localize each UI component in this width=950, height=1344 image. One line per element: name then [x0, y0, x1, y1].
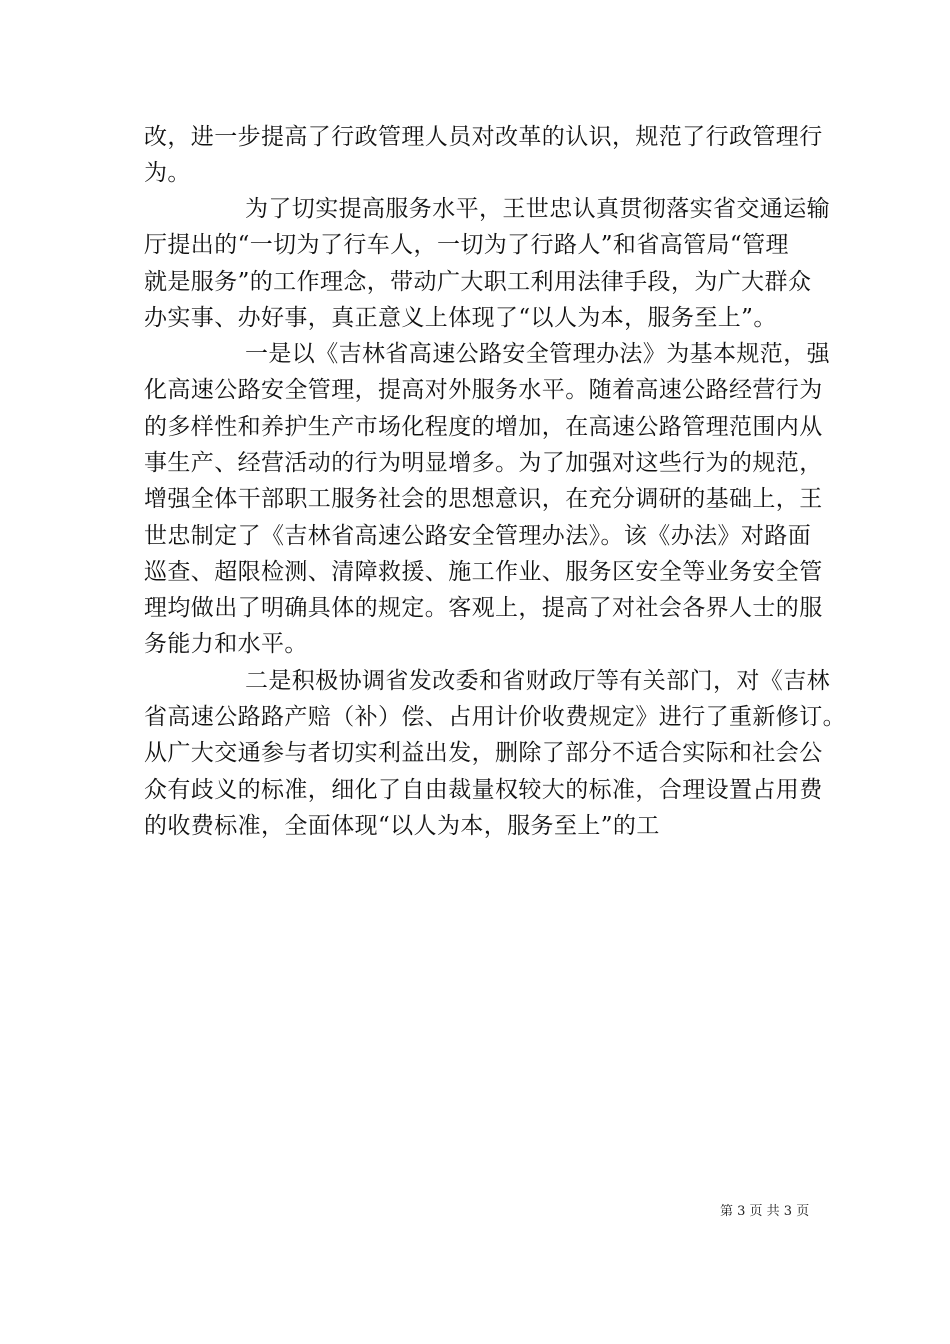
- text-line: 众有歧义的标准，细化了自由裁量权较大的标准，合理设置占用费: [144, 777, 823, 803]
- text-line: 从广大交通参与者切实利益出发，删除了部分不适合实际和社会公: [144, 740, 823, 766]
- text-line: 就是服务”的工作理念，带动广大职工利用法律手段，为广大群众: [144, 269, 812, 295]
- page-number-footer: 第 3 页 共 3 页: [720, 1204, 810, 1219]
- text-line: 省高速公路路产赔（补）偿、占用计价收费规定》进行了重新修订。: [144, 704, 846, 730]
- text-line: 的多样性和养护生产市场化程度的增加，在高速公路管理范围内从: [144, 414, 823, 440]
- text-line: 为了切实提高服务水平，王世忠认真贯彻落实省交通运输: [245, 196, 830, 222]
- text-line: 办实事、办好事，真正意义上体现了“以人为本，服务至上”。: [144, 305, 777, 331]
- text-line: 增强全体干部职工服务社会的思想意识，在充分调研的基础上，王: [144, 486, 823, 512]
- text-line: 理均做出了明确具体的规定。客观上，提高了对社会各界人士的服: [144, 595, 823, 621]
- text-line: 化高速公路安全管理，提高对外服务水平。随着高速公路经营行为: [144, 377, 823, 403]
- text-line: 改，进一步提高了行政管理人员对改革的认识，规范了行政管理行: [144, 124, 823, 150]
- text-line: 厅提出的“一切为了行车人，一切为了行路人”和省高管局“管理: [144, 232, 789, 258]
- text-line: 二是积极协调省发改委和省财政厅等有关部门，对《吉林: [245, 668, 830, 694]
- text-line: 世忠制定了《吉林省高速公路安全管理办法》。该《办法》对路面: [144, 523, 812, 549]
- text-line: 事生产、经营活动的行为明显增多。为了加强对这些行为的规范，: [144, 450, 823, 476]
- text-line: 的收费标准，全面体现“以人为本，服务至上”的工: [144, 813, 660, 839]
- text-line: 巡查、超限检测、清障救援、施工作业、服务区安全等业务安全管: [144, 559, 823, 585]
- text-line: 一是以《吉林省高速公路安全管理办法》为基本规范，强: [245, 341, 830, 367]
- text-line: 为。: [144, 160, 191, 186]
- text-line: 务能力和水平。: [144, 631, 308, 657]
